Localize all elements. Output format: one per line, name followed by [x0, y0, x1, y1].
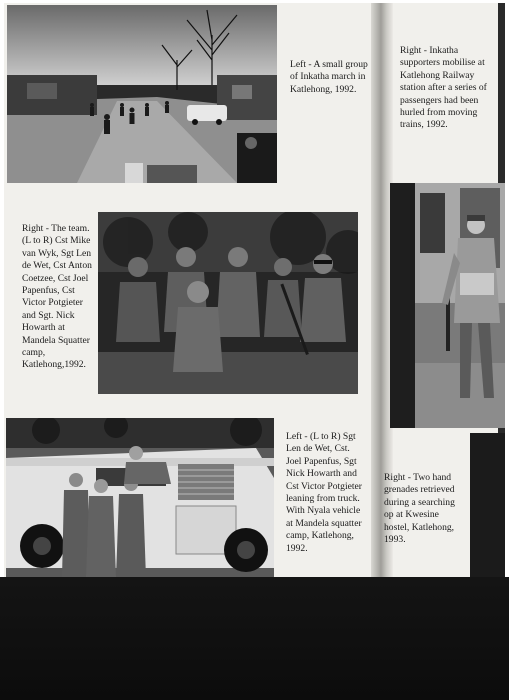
book-spread	[4, 3, 505, 577]
scan-background	[0, 577, 509, 700]
caption-hand-grenades: Right - Two hand grenades retrieved during a searching op at Kwesine hostel, Katlehong, 1993.	[384, 472, 455, 546]
photo-soldier-hostel	[390, 183, 505, 428]
caption-railway-station: Right - Inkatha supporters mobilise at Katlehong Railway station after a series of passengers had been hurled from moving trains, 1992.	[400, 45, 487, 131]
photo-nyala-vehicle	[6, 418, 274, 577]
photo-inkatha-march	[7, 5, 277, 183]
caption-team: Right - The team. (L to R) Cst Mike van Wyk, Sgt Len de Wet, Cst Anton Coetzee, Cst Joel Papenfus, Cst Victor Potgieter and Sgt. Nick Howarth at Mandela Squatter camp, Katlehong,1992.	[22, 223, 92, 371]
photo-dark-strip	[470, 433, 505, 577]
caption-nyala-vehicle: Left - (L to R) Sgt Len de Wet, Cst. Joel Papenfus, Sgt Nick Howarth and Cst Victor Potgieter leaning from truck. With Nyala vehicle at Mandela squatter camp, Katlehong, 1992.	[286, 431, 362, 554]
caption-inkatha-march: Left - A small group of Inkatha march in Katlehong, 1992.	[290, 59, 368, 95]
photo-team	[98, 212, 358, 394]
